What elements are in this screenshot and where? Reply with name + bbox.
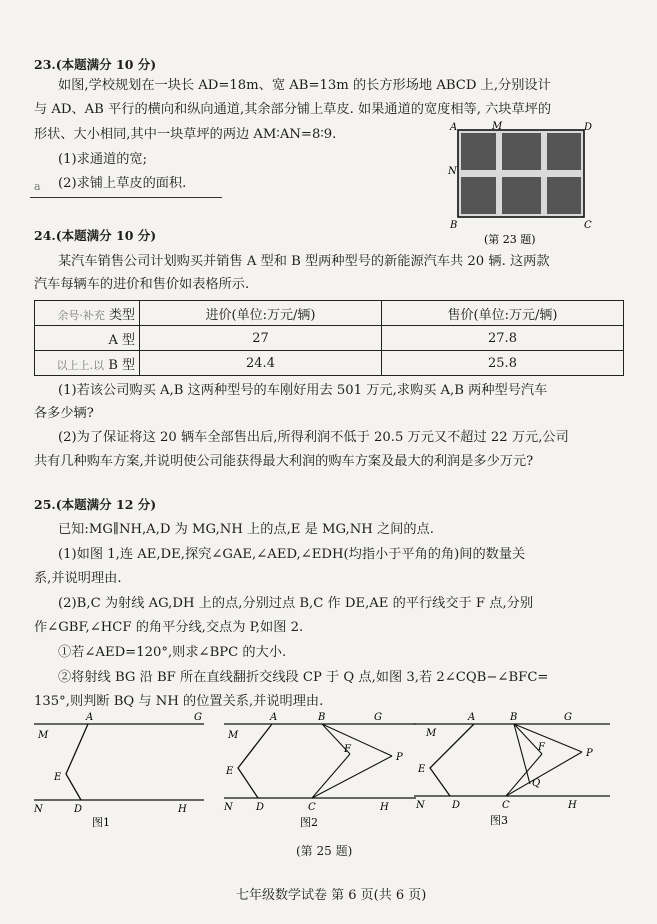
label-D: D <box>452 800 461 811</box>
label-M: M <box>228 730 239 741</box>
label-C: C <box>308 802 316 813</box>
label-C: C <box>502 800 510 811</box>
q23-heading: 23.(本题满分 10 分) <box>34 57 157 72</box>
q23-line2: 与 AD、AB 平行的横向和纵向通道,其余部分铺上草皮. 如果通道的宽度相等, 六块草坪的 <box>34 102 552 117</box>
label-N: N <box>34 804 43 815</box>
label-F: F <box>538 742 545 753</box>
table-cell-cost: 24.4 <box>140 351 382 376</box>
label-D: D <box>74 804 83 815</box>
label-A: A <box>270 712 278 723</box>
label-E: E <box>226 766 234 777</box>
figure-caption: 图2 <box>300 816 318 828</box>
figure-caption: 图3 <box>490 814 508 827</box>
table-cell-type: 以上上.以 B 型 <box>35 351 140 376</box>
lawn-6 <box>547 177 581 214</box>
label-F: F <box>344 744 351 755</box>
segment-BP <box>322 724 392 756</box>
lawn-2 <box>502 133 541 170</box>
q25-s2-line1: ②将射线 BG 沿 BF 所在直线翻折交线段 CP 于 Q 点,如图 3,若 2∠CQB−∠BFC= <box>58 670 549 685</box>
label-M: M <box>492 121 503 132</box>
q24-heading: 24.(本题满分 10 分) <box>34 228 157 243</box>
q24-line1: 某汽车销售公司计划购买并销售 A 型和 B 型两种型号的新能源汽车共 20 辆. 这两款 <box>58 254 550 269</box>
segment-CF <box>312 754 350 798</box>
q23-margin-note: a <box>34 180 41 193</box>
figure-caption: 图1 <box>92 816 110 828</box>
q24-sub1-line2: 各多少辆? <box>34 406 94 421</box>
q25-p1-line2: 系,并说明理由. <box>34 571 122 586</box>
q23-figure <box>446 118 596 248</box>
q24-sub2-line1: (2)为了保证将这 20 辆车全部售出后,所得利润不低于 20.5 万元又不超过 22 万元,公司 <box>58 430 569 445</box>
lawn-5 <box>502 177 541 214</box>
segment-AED <box>430 724 474 796</box>
segment-CP <box>506 752 582 796</box>
label-H: H <box>380 802 389 813</box>
label-Q: Q <box>532 778 541 789</box>
label-M: M <box>426 728 437 739</box>
label-H: H <box>178 804 187 815</box>
label-M: M <box>38 730 49 741</box>
table-cell-price: 25.8 <box>382 351 624 376</box>
label-N: N <box>416 800 425 811</box>
label-A: A <box>86 712 94 723</box>
page-footer: 七年级数学试卷 第 6 页(共 6 页) <box>236 888 427 903</box>
label-D: D <box>584 122 593 133</box>
segment-AED <box>238 724 272 798</box>
q24-sub1-line1: (1)若该公司购买 A,B 这两种型号的车刚好用去 501 万元,求购买 A,B 两种型号汽车 <box>58 383 548 398</box>
segment-AED <box>66 724 88 800</box>
q25-p1-line1: (1)如图 1,连 AE,DE,探究∠GAE,∠AED,∠EDH(均指小于平角的角)间的数量关 <box>58 547 526 562</box>
q25-p2-line1: (2)B,C 为射线 AG,DH 上的点,分别过点 B,C 作 DE,AE 的平行线交于 F 点,分别 <box>58 596 534 611</box>
q23-line1: 如图,学校规划在一块长 AD=18m、宽 AB=13m 的长方形场地 ABCD 上,分别设计 <box>58 78 551 93</box>
q25-figure-3 <box>414 708 614 828</box>
figure-caption: (第 23 题) <box>484 233 536 246</box>
label-N: N <box>224 802 233 813</box>
table-cell-cost: 27 <box>140 326 382 351</box>
label-B: B <box>510 712 518 723</box>
label-E: E <box>54 772 62 783</box>
table-header-price: 售价(单位:万元/辆) <box>382 301 624 326</box>
label-D: D <box>256 802 265 813</box>
q23-sub2: (2)求铺上草皮的面积. <box>58 176 187 191</box>
q25-s2-line2: 135°,则判断 BQ 与 NH 的位置关系,并说明理由. <box>34 694 324 709</box>
segment-BP <box>514 724 582 752</box>
label-G: G <box>194 712 202 723</box>
table-header-cost: 进价(单位:万元/辆) <box>140 301 382 326</box>
label-H: H <box>568 800 577 811</box>
table-header-row <box>35 301 624 326</box>
label-A: A <box>468 712 476 723</box>
q24-sub2-line2: 共有几种购车方案,并说明使公司能获得最大利润的购车方案及最大的利润是多少万元? <box>34 454 534 469</box>
q23-line3: 形状、大小相同,其中一块草坪的两边 AM∶AN=8∶9. <box>34 127 337 142</box>
q24-line2: 汽车每辆车的进价和售价如表格所示. <box>34 277 250 292</box>
q25-figure-2 <box>220 708 420 828</box>
segment-CP <box>312 756 392 798</box>
q23-sub1: (1)求通道的宽; <box>58 152 148 167</box>
label-P: P <box>586 748 593 759</box>
q23-underline <box>30 197 222 198</box>
label-B: B <box>318 712 326 723</box>
label-E: E <box>418 764 426 775</box>
label-B: B <box>450 220 458 231</box>
q25-p2-line2: 作∠GBF,∠HCF 的角平分线,交点为 P,如图 2. <box>34 620 304 635</box>
table-cell-type: A 型 <box>35 326 140 351</box>
label-C: C <box>584 220 592 231</box>
q25-s1: ①若∠AED=120°,则求∠BPC 的大小. <box>58 645 287 660</box>
price-table <box>34 300 624 376</box>
lawn-1 <box>461 133 496 170</box>
table-header-type: 余号·补充 类型 <box>35 301 140 326</box>
lawn-3 <box>547 133 581 170</box>
label-G: G <box>564 712 572 723</box>
label-P: P <box>396 752 403 763</box>
table-row <box>35 351 624 376</box>
table-row <box>35 326 624 351</box>
lawn-4 <box>461 177 496 214</box>
label-N: N <box>448 166 457 177</box>
q25-intro: 已知:MG∥NH,A,D 为 MG,NH 上的点,E 是 MG,NH 之间的点. <box>58 522 434 537</box>
q25-caption: (第 25 题) <box>296 844 353 858</box>
q25-figure-1 <box>28 708 208 828</box>
label-A: A <box>450 122 458 133</box>
label-G: G <box>374 712 382 723</box>
table-cell-price: 27.8 <box>382 326 624 351</box>
q25-heading: 25.(本题满分 12 分) <box>34 497 157 512</box>
